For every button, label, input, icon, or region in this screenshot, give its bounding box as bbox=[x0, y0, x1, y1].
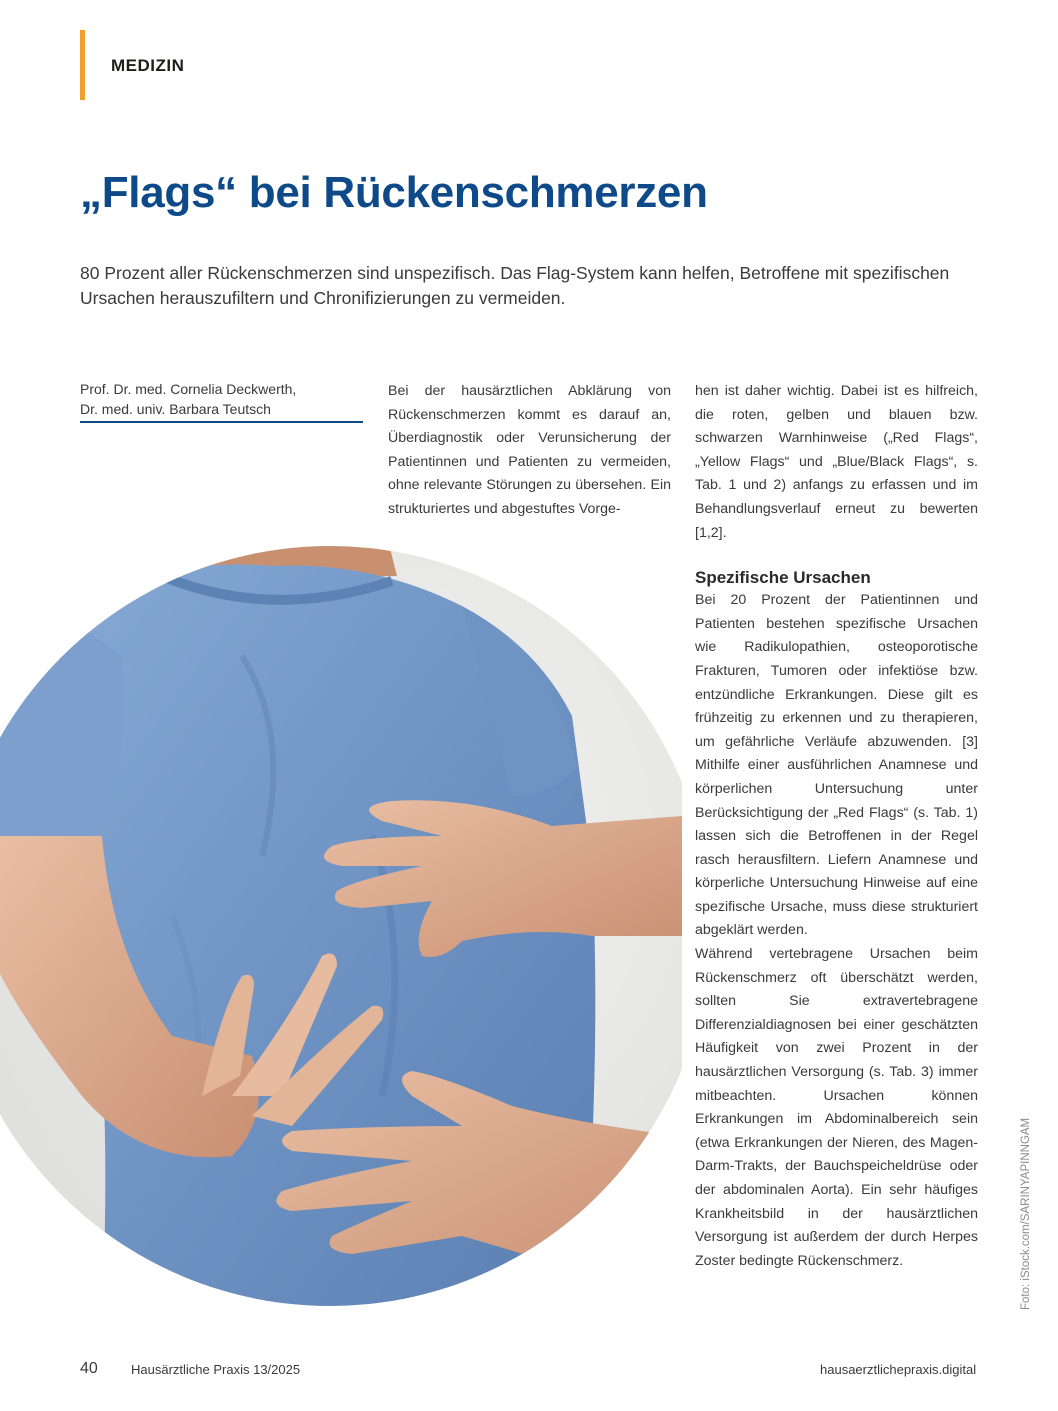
publication-name: Hausärztliche Praxis 13/2025 bbox=[131, 1362, 301, 1377]
photo-credit: Foto: iStock.com/SARINYAPINNGAM bbox=[1020, 1117, 1032, 1310]
page-number: 40 bbox=[80, 1360, 98, 1377]
article-title: „Flags“ bei Rückenschmerzen bbox=[80, 168, 708, 217]
paragraph-flags: hen ist daher wichtig. Dabei ist es hilfreich, die roten, gelben und blauen bzw. schwarzen Warnhinweise („Red Flags“, „Yellow Flags“ und „Blue/Black Flags“, s. Tab. 1 und 2) anfangs zu erfassen und im Behandlungsverlauf erneut zu bewerten [1,2]. bbox=[695, 383, 978, 541]
paragraph-specific-causes: Bei 20 Prozent der Patientinnen und Patienten bestehen spezifische Ursachen wie Radikulopathien, osteoporotische Frakturen, Tumoren oder infektiöse bzw. entzündliche Erkrankungen. Diese gilt es frühzeitig zu erkennen und zu therapieren, um gefährliche Verläufe abzuwenden. [3] Mithilfe einer ausführlichen Anamnese und körperlichen Untersuchung unter Berücksichtigung der „Red Flags“ (s. Tab. 1) lassen sich die Betroffenen in der Regel rasch herausfiltern. Liefern Anamnese und körperliche Untersuchung Hinweise auf eine spezifische Ursache, muss diese strukturiert abgeklärt werden. bbox=[695, 592, 978, 939]
author-1: Prof. Dr. med. Cornelia Deckwerth, bbox=[80, 381, 297, 397]
paragraph-intro: Bei der hausärztlichen Abklärung von Rückenschmerzen kommt es darauf an, Überdiagnostik oder Verunsicherung der Patientinnen und Patienten zu vermeiden, ohne relevante Störungen zu übersehen. Ein strukturiertes und abgestuftes Vorge- bbox=[388, 383, 671, 517]
author-divider bbox=[80, 421, 363, 423]
section-label: MEDIZIN bbox=[111, 56, 185, 75]
paragraph-differential-diagnoses: Während vertebragene Ursachen beim Rückenschmerz oft überschätzt werden, sollten Sie extravertebragene Differenzialdiagnosen bei einer geschätzten Häufigkeit von zwei Prozent in der hausärztlichen Versorgung (s. Tab. 3) immer mitbeachten. Ursachen können Erkrankungen im Abdominalbereich sein (etwa Erkrankungen der Nieren, des Magen-Darm-Trakts, der Bauchspeicheldrüse oder der abdominalen Aorta). Ein sehr häufiges Krankheitsbild in der hausärztlichen Versorgung ist außerdem der durch Herpes Zoster bedingte Rückenschmerz. bbox=[695, 946, 978, 1269]
back-pain-photo bbox=[0, 536, 682, 1316]
author-byline bbox=[80, 379, 362, 419]
section-accent-bar bbox=[80, 30, 85, 100]
author-2: Dr. med. univ. Barbara Teutsch bbox=[80, 401, 271, 417]
body-column-2 bbox=[388, 380, 671, 522]
body-column-3 bbox=[695, 380, 978, 1273]
article-lead: 80 Prozent aller Rückenschmerzen sind unspezifisch. Das Flag-System kann helfen, Betroffene mit spezifischen Ursachen herauszufiltern und Chronifizierungen zu vermeiden. bbox=[80, 263, 950, 308]
website-link[interactable]: hausaerztlichepraxis.digital bbox=[820, 1362, 977, 1377]
subheading-spezifische-ursachen: Spezifische Ursachen bbox=[695, 568, 871, 588]
